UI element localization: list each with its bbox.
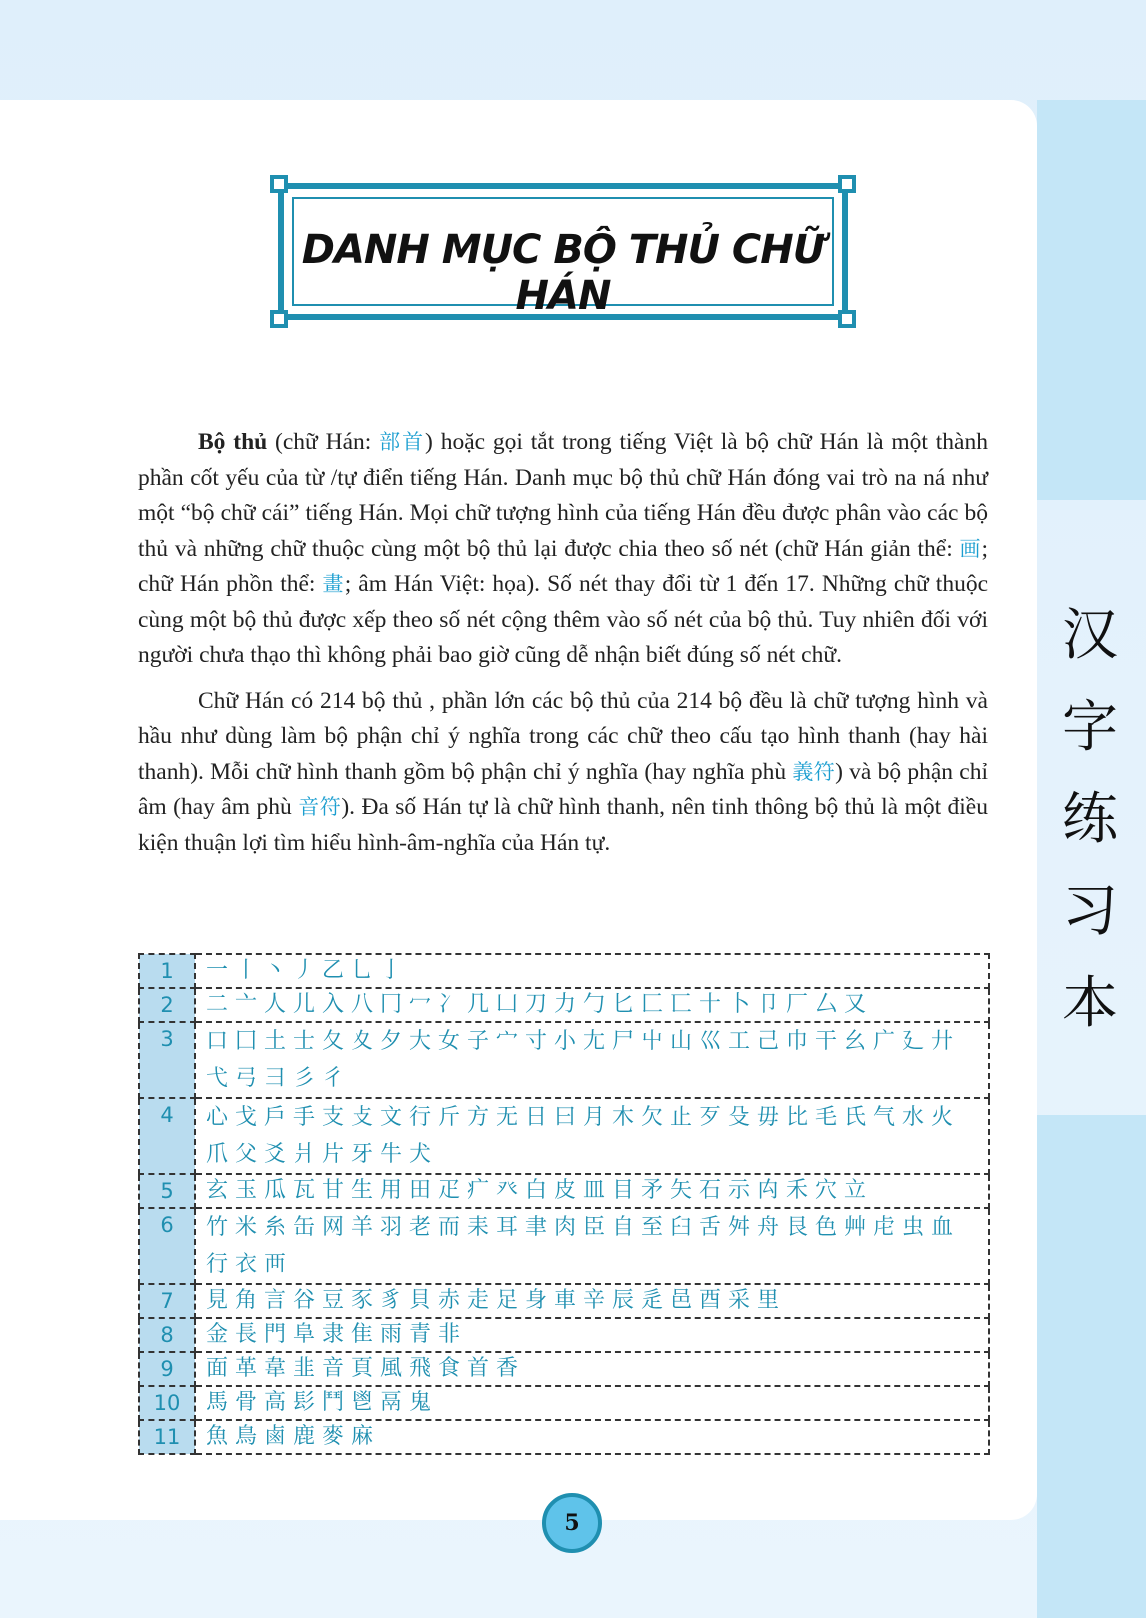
radical-table bbox=[138, 953, 990, 1455]
stroke-count: 11 bbox=[139, 1420, 195, 1454]
stroke-count: 7 bbox=[139, 1284, 195, 1318]
radical-list: 口囗土士夂夊夕大女子宀寸小尢尸屮山巛工己巾干幺广廴廾弋弓彐彡彳 bbox=[195, 1022, 989, 1098]
table-row bbox=[139, 1284, 989, 1318]
radical-list: 面革韋韭音頁風飛食首香 bbox=[195, 1352, 989, 1386]
paragraph-1 bbox=[138, 425, 988, 674]
radical-list: 玄玉瓜瓦甘生用田疋疒癶白皮皿目矛矢石示禸禾穴立 bbox=[195, 1174, 989, 1208]
text-span: ; âm Hán Việt: họa). Số nét thay đổi từ 1 đến 17. Những chữ thuộc cùng một bộ thủ được xếp theo số nét cộng thêm vào số nét của bộ thủ. Tuy nhiên đối với người chưa thạo thì không phải bao giờ cũng dễ nhận biết đúng số nét chữ. bbox=[138, 571, 988, 668]
table-row bbox=[139, 1386, 989, 1420]
stroke-count: 8 bbox=[139, 1318, 195, 1352]
side-vertical-title bbox=[1040, 590, 1140, 1050]
text-span: ) và bộ phận chỉ âm (hay âm phù bbox=[138, 758, 988, 820]
table-row bbox=[139, 1208, 989, 1284]
side-char-2: 字 bbox=[1062, 695, 1118, 760]
table-row bbox=[139, 1098, 989, 1174]
side-band-bottom bbox=[1037, 1115, 1146, 1618]
page-number: 5 bbox=[542, 1493, 602, 1553]
table-row bbox=[139, 1420, 989, 1454]
frame-corner-ornament bbox=[838, 175, 856, 193]
stroke-count: 5 bbox=[139, 1174, 195, 1208]
side-char-3: 练 bbox=[1062, 787, 1118, 852]
table-row bbox=[139, 1318, 989, 1352]
table-row bbox=[139, 1174, 989, 1208]
page-title: DANH MỤC BỘ THỦ CHỮ HÁN bbox=[301, 227, 825, 319]
table-row bbox=[139, 988, 989, 1022]
stroke-count: 3 bbox=[139, 1022, 195, 1098]
table-row bbox=[139, 954, 989, 988]
table-row bbox=[139, 1022, 989, 1098]
han-word: 音符 bbox=[298, 795, 342, 819]
text-span: Chữ Hán có 214 bộ thủ , phần lớn các bộ thủ của 214 bộ đều là chữ tượng hình và hầu như dùng làm bộ phận chỉ ý nghĩa trong các chữ theo cấu tạo hình thanh (hay hài thanh). Mỗi chữ hình thanh gồm bộ phận chỉ ý nghĩa (hay nghĩa phù bbox=[138, 687, 988, 785]
body-text bbox=[138, 425, 988, 871]
radical-list: 魚鳥鹵鹿麥麻 bbox=[195, 1420, 989, 1454]
radical-list: 二亠人儿入八冂冖冫几凵刀力勹匕匚匸十卜卩厂厶又 bbox=[195, 988, 989, 1022]
han-word: 部首 bbox=[379, 430, 426, 454]
stroke-count: 4 bbox=[139, 1098, 195, 1174]
radical-list: 金長門阜隶隹雨青非 bbox=[195, 1318, 989, 1352]
stroke-count: 2 bbox=[139, 988, 195, 1022]
table-row bbox=[139, 1352, 989, 1386]
stroke-count: 10 bbox=[139, 1386, 195, 1420]
radical-list: 心戈戶手支攴文行斤方无日曰月木欠止歹殳毋比毛氏气水火爪父爻爿片牙牛犬 bbox=[195, 1098, 989, 1174]
text-span: ) hoặc gọi tắt trong tiếng Việt là bộ chữ Hán là một thành phần cốt yếu của từ /tự điển tiếng Hán. Danh mục bộ thủ chữ Hán đóng vai trò na ná như một “bộ chữ cái” tiếng Hán. Mọi chữ tượng hình của tiếng Hán đều được phân vào các bộ thủ và những chữ thuộc cùng một bộ thủ lại được chia theo số nét (chữ Hán giản thể: bbox=[138, 429, 988, 562]
text-span: (chữ Hán: bbox=[267, 429, 380, 455]
side-char-4: 习 bbox=[1062, 879, 1118, 944]
bold-term: Bộ thủ bbox=[198, 429, 268, 455]
stroke-count: 1 bbox=[139, 954, 195, 988]
frame-corner-ornament bbox=[270, 175, 288, 193]
radical-list: 竹米糸缶网羊羽老而耒耳聿肉臣自至臼舌舛舟艮色艸虍虫血行衣襾 bbox=[195, 1208, 989, 1284]
side-char-1: 汉 bbox=[1062, 603, 1118, 668]
text-span: ; chữ Hán phồn thể: bbox=[138, 535, 988, 597]
side-char-5: 本 bbox=[1062, 971, 1118, 1036]
stroke-count: 9 bbox=[139, 1352, 195, 1386]
radical-list: 馬骨高髟鬥鬯鬲鬼 bbox=[195, 1386, 989, 1420]
text-span: ). Đa số Hán tự là chữ hình thanh, nên tinh thông bộ thủ là một điều kiện thuận lợi tìm hiểu hình-âm-nghĩa của Hán tự. bbox=[138, 794, 988, 856]
radical-list: 見角言谷豆豕豸貝赤走足身車辛辰辵邑酉采里 bbox=[195, 1284, 989, 1318]
han-word: 畫 bbox=[322, 572, 345, 596]
radical-list: 一丨丶丿乙乚亅 bbox=[195, 954, 989, 988]
stroke-count: 6 bbox=[139, 1208, 195, 1284]
han-word: 義符 bbox=[792, 759, 836, 784]
title-frame bbox=[278, 183, 848, 320]
paragraph-2 bbox=[138, 684, 988, 862]
side-band-top bbox=[1037, 100, 1146, 500]
han-word: 画 bbox=[959, 536, 982, 561]
